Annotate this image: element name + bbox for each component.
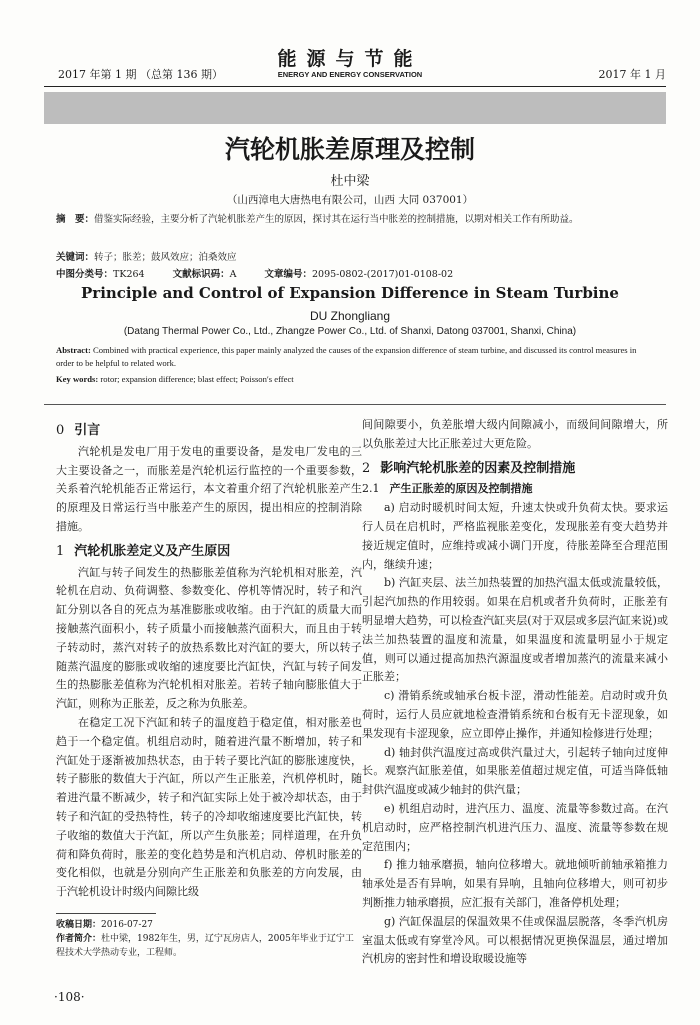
journal-title-en: ENERGY AND ENERGY CONSERVATION	[277, 70, 423, 79]
abstract-en	[56, 344, 642, 370]
classification-line	[56, 266, 453, 280]
paragraph: 在稳定工况下汽缸和转子的温度趋于稳定值，相对胀差也趋于一个稳定值。机组启动时，随着进汽量不断增加，转子和汽缸处于逐渐被加热状态，由于转子要比汽缸的膨胀速度快，转子膨胀的数值大于汽缸，所以产生正胀差，汽机停机时，随着进汽量不断减少，转子和汽缸实际上处于被冷却状态，由于转子和汽缸的受热特性，转子的冷却收缩速度要比汽缸快，转子收缩的数值大于汽缸，所以产生负胀差；同样道理，在升负荷和降负荷时，胀差的变化趋势是和汽机启动、停机时胀差的变化相似，也就是分别向产生正胀差和负胀差的方向发展，由于汽轮机设计时级内间隙比级	[56, 715, 362, 899]
abstract-en-label: Abstract:	[56, 345, 91, 355]
affiliation-cn: （山西漳电大唐热电有限公司，山西 大同 037001）	[226, 194, 474, 206]
doc-code-value: A	[229, 269, 237, 280]
clc-value: TK264	[113, 269, 145, 280]
keywords-en-text: rotor; expansion difference; blast effect; Poisson′s effect	[100, 374, 294, 384]
section-1-heading: 1 汽轮机胀差定义及产生原因	[56, 543, 231, 559]
journal-title-cn: 能源与节能	[277, 48, 423, 70]
list-item: b) 汽缸夹层、法兰加热装置的加热汽温太低或流量较低，引起汽加热的作用较弱。如果在启机或者升负荷时，正胀差有明显增大趋势，可以检查汽缸夹层(对于双层或多层汽缸来说)或法兰加热装置的温度和流量，如果温度和流量明显小于规定值，则可以通过提高加热汽源温度或者增加蒸汽的流量来减小正胀差；	[362, 576, 668, 684]
abstract-cn	[56, 212, 642, 228]
abstract-cn-label: 摘 要：	[56, 214, 95, 225]
keywords-en-label: Key words:	[56, 374, 99, 384]
received-date: 收稿日期：2016-07-27	[56, 920, 153, 930]
header-rule	[44, 86, 666, 87]
header-date: 2017 年 1 月	[598, 68, 666, 81]
left-column	[56, 416, 362, 902]
abstract-en-text: Combined with practical experience, this paper mainly analyzed the causes of the expansion difference of steam turbine, and discussed its control measures in order to be helpful to related work.	[56, 345, 637, 368]
section-0-heading: 0 引言	[56, 423, 101, 438]
header-issue: 2017 年第 1 期 （总第 136 期）	[58, 68, 223, 81]
body-rule	[44, 404, 666, 405]
paper-title-en: Principle and Control of Expansion Difference in Steam Turbine	[81, 284, 619, 302]
paragraph: 汽轮机是发电厂用于发电的重要设备，是发电厂发电的三大主要设备之一，而胀差是汽轮机运行监控的一个重要参数，关系着汽轮机能否正常运行，本文着重介绍了汽轮机胀差产生的原理及日常运行当中胀差产生的原因，提出相应的控制消除措施。	[56, 444, 362, 533]
keywords-cn-text: 转子；胀差；鼓风效应；泊桑效应	[94, 252, 237, 263]
list-item: a) 启动时暖机时间太短，升速太快或升负荷太快。要求运行人员在启机时，严格监视胀差变化，发现胀差有变大趋势并接近规定值时，应维持或减小调门开度，待胀差降至合理范围内，继续升速；	[362, 501, 668, 571]
keywords-en	[56, 374, 294, 384]
paper-title-cn: 汽轮机胀差原理及控制	[224, 135, 475, 164]
clc-label: 中图分类号：	[56, 269, 114, 280]
author-cn: 杜中梁	[330, 174, 370, 189]
article-no-value: 2095-0802-(2017)01-0108-02	[312, 269, 454, 280]
right-column	[362, 416, 668, 969]
list-item: e) 机组启动时，进汽压力、温度、流量等参数过高。在汽机启动时，应严格控制汽机进汽压力、温度、流量等参数在规定范围内；	[362, 801, 668, 853]
paragraph: 间间隙要小，负差胀增大级内间隙减小，而级间间隙增大，所以负胀差过大比正胀差过大更危险。	[362, 418, 668, 450]
section-2-heading: 2 影响汽轮机胀差的因素及控制措施	[362, 460, 576, 476]
header-band	[44, 92, 666, 124]
affiliation-en: (Datang Thermal Power Co., Ltd., Zhangze Power Co., Ltd. of Shanxi, Datong 037001, Shanxi, China)	[123, 326, 577, 337]
list-item: c) 滑销系统或轴承台板卡涩，滑动性能差。启动时或升负荷时，运行人员应就地检查滑销系统和台板有无卡涩现象，如果发现有卡涩现象，应立即停止操作，并通知检修进行处理；	[362, 689, 668, 740]
abstract-cn-text: 借鉴实际经验，主要分析了汽轮机胀差产生的原因，探讨其在运行当中胀差的控制措施，以期对相关工作有所助益。	[94, 214, 579, 225]
article-no-label: 文章编号：	[264, 269, 312, 280]
author-en: DU Zhongliang	[309, 309, 391, 323]
paragraph: 汽缸与转子间发生的热膨胀差值称为汽轮机相对胀差，汽轮机在启动、负荷调整、参数变化、停机等情况时，转子和汽缸分别以各自的死点为基准膨胀或收缩。由于汽缸的质量大而接触蒸汽面积小，转子质量小而接触蒸汽面积大，而且由于转子转动时，蒸汽对转子的放热系数比对汽缸的要大，所以转子随蒸汽温度的膨胀或收缩的速度要比汽缸快，汽缸与转子间发生的热膨胀差值称为汽轮机相对胀差。若转子轴向膨胀值大于汽缸，则称为正胀差，反之称为负胀差。	[56, 565, 362, 711]
list-item: g) 汽缸保温层的保温效果不佳或保温层脱落，冬季汽机房室温太低或有穿堂冷风。可以根据情况更换保温层，通过增加汽机房的密封性和增设取暖设施等	[362, 914, 668, 966]
page-number: ·108·	[54, 990, 85, 1004]
doc-code-label: 文献标识码：	[172, 269, 230, 280]
footnote-rule	[56, 913, 156, 914]
section-2-1-heading: 2.1 产生正胀差的原因及控制措施	[362, 482, 533, 496]
author-bio: 作者简介：杜中梁，1982年生，男，辽宁瓦房店人，2005年毕业于辽宁工程技术大学热动专业，工程师。	[56, 934, 354, 958]
list-item: f) 推力轴承磨损，轴向位移增大。就地倾听前轴承箱推力轴承处是否有异响，如果有异响，且轴向位移增大，则可初步判断推力轴承磨损，应汇报有关部门，准备停机处理；	[362, 858, 668, 909]
keywords-cn-label: 关键词：	[56, 252, 95, 263]
list-item: d) 轴封供汽温度过高或供汽量过大，引起转子轴向过度伸长。观察汽缸胀差值，如果胀差值超过规定值，可适当降低轴封供汽温度或减少轴封的供汽量；	[362, 745, 668, 797]
keywords-cn	[56, 249, 237, 263]
